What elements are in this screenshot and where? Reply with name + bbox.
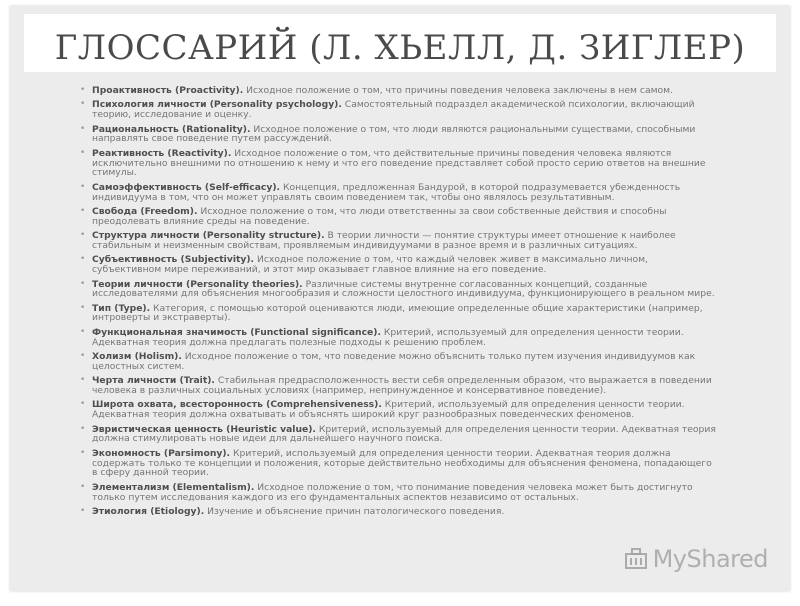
bullet-icon: • <box>80 278 86 289</box>
glossary-entry <box>80 352 720 372</box>
entry-term: Рациональность (Rationality). <box>92 123 251 135</box>
myshared-logo-icon <box>623 546 649 572</box>
entry-term: Теории личности (Personality theories). <box>92 278 303 290</box>
watermark-text: MyShared <box>652 545 768 573</box>
bullet-icon: • <box>80 447 86 458</box>
entry-definition: Исходное положение о том, что действительные причины поведения человека являются исключительно внешними по отношению к нему и что его поведение представляет собой просто серию ответов на внешние стимулы. <box>92 147 706 179</box>
entry-definition: Исходное положение о том, что люди являются рациональными существами, способными направлять свое поведение путем рассуждений. <box>92 123 696 145</box>
glossary-entry <box>80 400 720 420</box>
glossary-entry <box>80 425 720 445</box>
bullet-icon: • <box>80 205 86 216</box>
entry-term: Черта личности (Trait). <box>92 375 215 387</box>
entry-definition: Категория, с помощью которой оцениваются люди, имеющие определенные общие характеристики (например, интроверты и экстраверты). <box>92 302 703 324</box>
entry-definition: Критерий, используемый для определения ценности теории. Адекватная теория должна предлагать полезные подходы к решению проблем. <box>92 326 684 348</box>
bullet-icon: • <box>80 302 86 313</box>
entry-definition: Различные системы внутренне согласованных концепций, созданные исследователями для объяснения многообразия и сложности целостного индивидуума, функционирующего в реальном мире. <box>92 278 715 300</box>
entry-definition: Исходное положение о том, что причины поведения человека заключены в нем самом. <box>246 85 673 96</box>
entry-definition: Концепция, предложенная Бандурой, в которой подразумевается убежденность индивидуума в том, что он может управлять своим поведением так, чтобы оно являлось результативным. <box>92 181 681 203</box>
entry-term: Проактивность (Proactivity). <box>92 85 244 96</box>
entry-definition: Исходное положение о том, что каждый человек живет в максимально личном, субъективном мире переживаний, и этот мир оказывает главное влияние на его поведение. <box>92 254 648 276</box>
bullet-icon: • <box>80 423 86 434</box>
entry-term: Широта охвата, всесторонность (Comprehensiveness). <box>92 399 382 411</box>
bullet-icon: • <box>80 181 86 192</box>
entry-term: Свобода (Freedom). <box>92 205 198 217</box>
bullet-icon: • <box>80 254 86 265</box>
glossary-entry <box>80 100 720 120</box>
glossary-entry <box>80 149 720 178</box>
bullet-icon: • <box>80 230 86 241</box>
entry-definition: Исходное положение о том, что поведение можно объяснить только путем изучения индивидуумов как целостных систем. <box>92 351 696 372</box>
glossary-entry <box>80 183 720 203</box>
entry-term: Эвристическая ценность (Heuristic value). <box>92 423 316 435</box>
entry-definition: Критерий, используемый для определения ценности теории. Адекватная теория должна стимулировать новые идеи для дальнейшего научного поиска. <box>92 423 716 445</box>
bullet-icon: • <box>80 481 86 492</box>
watermark <box>623 545 768 573</box>
glossary-list <box>80 86 720 521</box>
entry-term: Психология личности (Personality psychology). <box>92 99 342 111</box>
glossary-entry <box>80 280 720 300</box>
glossary-entry <box>80 304 720 324</box>
entry-term: Элементализм (Elementalism). <box>92 481 255 493</box>
glossary-entry <box>80 231 720 251</box>
glossary-entry <box>80 328 720 348</box>
entry-definition: Изучение и объяснение причин патологического поведения. <box>207 505 505 517</box>
entry-term: Функциональная значимость (Functional significance). <box>92 326 381 338</box>
entry-definition: Критерий, используемый для определения ценности теории. Адекватная теория должна содержать только те концепции и положения, которые действительно необходимы для объяснения феномена, попадающего в сферу данной теории. <box>92 447 712 479</box>
entry-definition: Самостоятельный подраздел академической психологии, включающий теорию, исследование и оценку. <box>92 99 695 121</box>
bullet-icon: • <box>80 399 86 410</box>
bullet-icon: • <box>80 326 86 337</box>
glossary-entry <box>80 376 720 396</box>
glossary-entry <box>80 255 720 275</box>
title-bar <box>24 14 776 72</box>
glossary-entry <box>80 125 720 145</box>
bullet-icon: • <box>80 99 86 110</box>
bullet-icon: • <box>80 147 86 158</box>
slide <box>10 6 790 591</box>
glossary-entry <box>80 507 720 517</box>
glossary-entry <box>80 207 720 227</box>
entry-definition: Критерий, используемый для определения ценности теории. Адекватная теория должна охватывать и объяснять широкий круг разнообразных поведенческих феноменов. <box>92 399 685 421</box>
entry-term: Тип (Type). <box>92 302 151 314</box>
bullet-icon: • <box>80 505 86 516</box>
glossary-entry <box>80 86 720 96</box>
entry-term: Этиология (Etiology). <box>92 505 205 517</box>
entry-definition: Стабильная предрасположенность вести себя определенным образом, что выражается в поведении человека в различных социальных условиях (например, непринужденное и консервативное поведение). <box>92 375 712 397</box>
entry-term: Холизм (Holism). <box>92 351 182 363</box>
entry-term: Структура личности (Personality structure). <box>92 230 325 242</box>
entry-term: Экономность (Parsimony). <box>92 447 231 459</box>
glossary-entry <box>80 483 720 503</box>
glossary-entry <box>80 449 720 478</box>
bullet-icon: • <box>80 375 86 386</box>
entry-definition: Исходное положение о том, что люди ответственны за свои собственные действия и способны преодолевать влияние среды на поведение. <box>92 205 667 227</box>
bullet-icon: • <box>80 123 86 134</box>
entry-term: Самоэффективность (Self-efficacy). <box>92 181 281 193</box>
entry-definition: В теории личности — понятие структуры имеет отношение к наиболее стабильным и неизменным свойствам, проявляемым индивидуумами в разное время и в различных ситуациях. <box>92 230 676 251</box>
bullet-icon: • <box>80 351 86 362</box>
bullet-icon: • <box>80 85 86 95</box>
entry-definition: Исходное положение о том, что понимание поведения человека может быть достигнуто только путем исследования каждого из его фундаментальных аспектов независимо от остальных. <box>92 481 693 503</box>
slide-title: ГЛОССАРИЙ (Л. ХЬЕЛЛ, Д. ЗИГЛЕР) <box>54 28 746 68</box>
entry-term: Реактивность (Reactivity). <box>92 147 232 159</box>
entry-term: Субъективность (Subjectivity). <box>92 254 255 266</box>
